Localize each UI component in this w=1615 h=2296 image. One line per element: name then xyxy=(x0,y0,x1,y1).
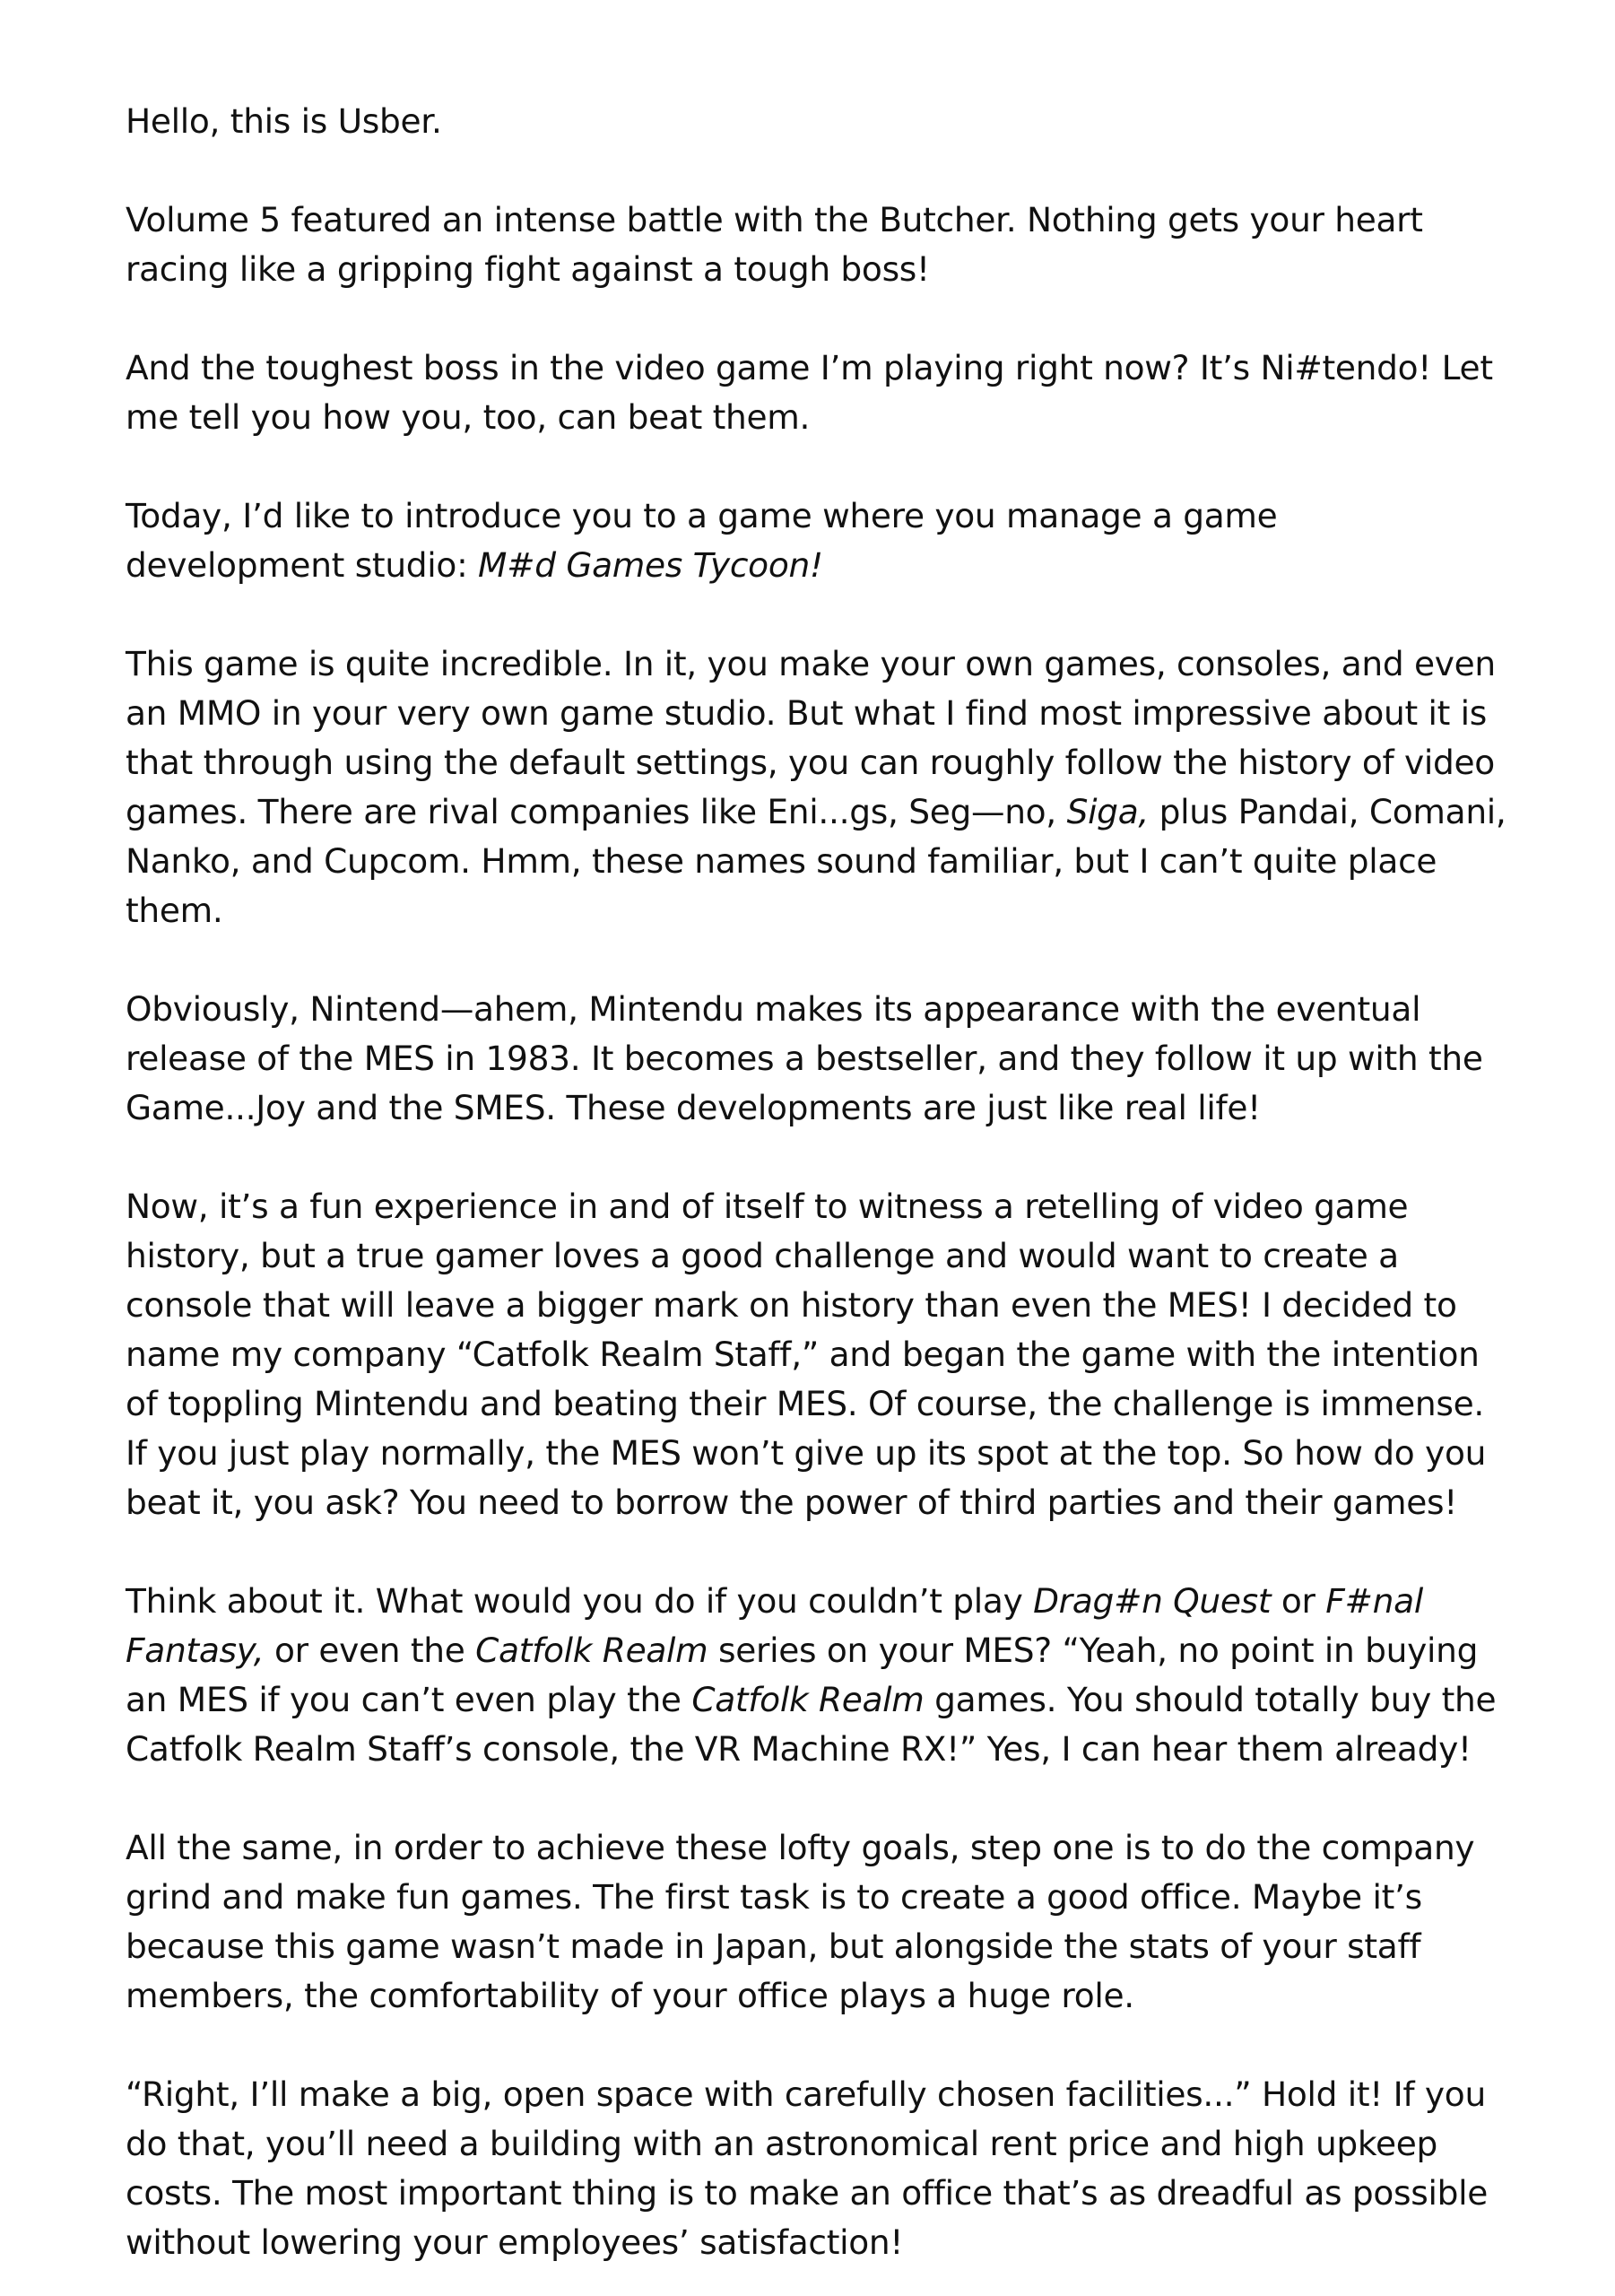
paragraph xyxy=(126,985,1506,1133)
game-title: M#d Games Tycoon! xyxy=(478,545,823,585)
text-run: or even the xyxy=(264,1631,476,1670)
paragraph xyxy=(126,196,1506,294)
text-run: And the toughest boss in the video game I’m playing right now? It’s Ni#tendo! Let me tell you how you, too, can beat them. xyxy=(126,348,1493,437)
page-body xyxy=(126,97,1506,2267)
company-name: Siga, xyxy=(1066,792,1149,831)
game-title: F#nal Fantasy, xyxy=(126,1581,1423,1670)
text-run: Obviously, Nintend—ahem, Mintendu makes its appearance with the eventual release of the MES in 1983. It becomes a bestseller, and they follow it up with the Game...Joy and the SMES. These developments are just like real life! xyxy=(126,989,1483,1127)
text-run: or xyxy=(1271,1581,1326,1621)
paragraph xyxy=(126,491,1506,590)
paragraph xyxy=(126,1577,1506,1774)
paragraph xyxy=(126,1182,1506,1527)
paragraph xyxy=(126,2070,1506,2267)
text-run: Today, I’d like to introduce you to a game where you manage a game development studio: xyxy=(126,496,1278,585)
paragraph xyxy=(126,1823,1506,2021)
text-run: Now, it’s a fun experience in and of itself to witness a retelling of video game history, but a true gamer loves a good challenge and would want to create a console that will leave a bigger mark on history than even the MES! I decided to name my company “Catfolk Realm Staff,” and began the game with the intention of toppling Mintendu and beating their MES. Of course, the challenge is immense. If you just play normally, the MES won’t give up its spot at the top. So how do you beat it, you ask? You need to borrow the power of third parties and their games! xyxy=(126,1187,1487,1522)
text-run: games. You should totally buy the Catfolk Realm Staff’s console, the VR Machine RX!” Yes, I can hear them already! xyxy=(126,1680,1497,1769)
text-run: Hello, this is Usber. xyxy=(126,101,442,141)
text-run: “Right, I’ll make a big, open space with carefully chosen facilities...” Hold it! If you do that, you’ll need a building with an astronomical rent price and high upkeep costs. The most important thing is to make an office that’s as dreadful as possible without lowering your employees’ satisfaction! xyxy=(126,2074,1489,2262)
text-run: Volume 5 featured an intense battle with the Butcher. Nothing gets your heart racing like a gripping fight against a tough boss! xyxy=(126,200,1423,289)
paragraph xyxy=(126,639,1506,935)
text-run: This game is quite incredible. In it, you make your own games, consoles, and even an MMO in your very own game studio. But what I find most impressive about it is that through using the default settings, you can roughly follow the history of video games. There are rival companies like Eni...gs, Seg—no, xyxy=(126,644,1496,831)
game-title: Drag#n Quest xyxy=(1033,1581,1272,1621)
paragraph xyxy=(126,97,1506,146)
game-title: Catfolk Realm xyxy=(475,1631,708,1670)
text-run: series on your MES? “Yeah, no point in buying an MES if you can’t even play the xyxy=(126,1631,1479,1719)
text-run: plus Pandai, Comani, Nanko, and Cupcom. Hmm, these names sound familiar, but I can’t quite place them. xyxy=(126,792,1506,930)
game-title: Catfolk Realm xyxy=(691,1680,925,1719)
paragraph xyxy=(126,344,1506,442)
text-run: All the same, in order to achieve these lofty goals, step one is to do the company grind and make fun games. The first task is to create a good office. Maybe it’s because this game wasn’t made in Japan, but alongside the stats of your staff members, the comfortability of your office plays a huge role. xyxy=(126,1828,1475,2015)
text-run: Think about it. What would you do if you couldn’t play xyxy=(126,1581,1034,1621)
